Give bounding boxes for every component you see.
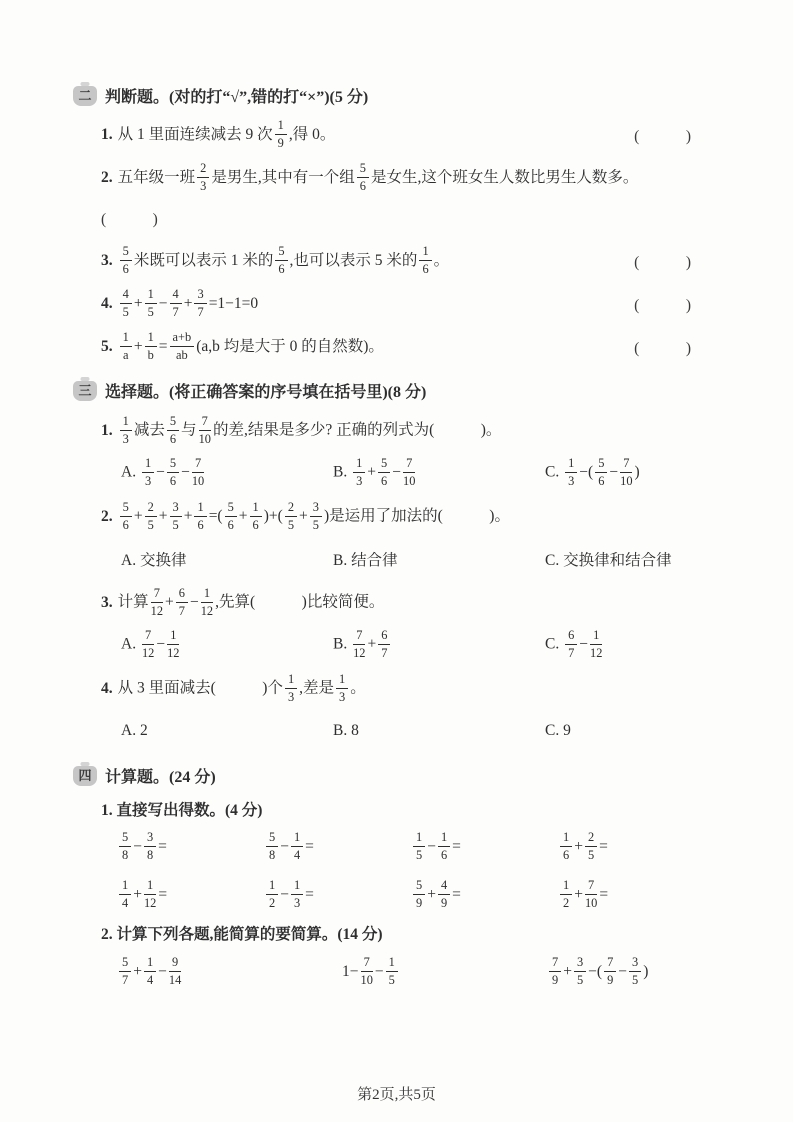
section-calculation-title: 计算题。(24 分) bbox=[105, 769, 216, 786]
fraction: $\frac{5}{6}$ bbox=[167, 415, 179, 445]
calc-expression: $\frac{7}{9}$ + $\frac{3}{5}$ −( $\frac{7}{9}$ − $\frac{3}{5}$ ) bbox=[547, 947, 705, 997]
fraction: $\frac{5}{6}$ bbox=[595, 457, 607, 487]
options-row bbox=[121, 538, 705, 580]
choice-question bbox=[101, 410, 705, 494]
choice-option: C. $\frac{6}{7}$ − $\frac{1}{12}$ bbox=[545, 628, 603, 660]
fraction: $\frac{1}{4}$ bbox=[144, 956, 156, 986]
calc-expression: $\frac{5}{8}$ − $\frac{3}{8}$ = bbox=[117, 823, 264, 871]
fraction: $\frac{5}{6}$ bbox=[275, 245, 287, 275]
fraction: $\frac{5}{6}$ bbox=[120, 245, 132, 275]
fraction: $\frac{1}{12}$ bbox=[143, 878, 157, 910]
calc-subsection-2-title: 2. 计算下列各题,能简算的要简算。(14 分) bbox=[101, 926, 383, 943]
question-number: 1. bbox=[101, 422, 113, 439]
fraction: $\frac{7}{10}$ bbox=[191, 456, 205, 488]
choice-question-row bbox=[101, 410, 705, 452]
fraction: $\frac{5}{9}$ bbox=[413, 879, 425, 909]
fraction: $\frac{5}{6}$ bbox=[378, 457, 390, 487]
fraction: $\frac{3}{5}$ bbox=[310, 501, 322, 531]
calc-expression: $\frac{5}{7}$ + $\frac{1}{4}$ − $\frac{9}{14}$ bbox=[117, 947, 342, 997]
answer-blank-parentheses: ( ) bbox=[634, 128, 691, 145]
section-calculation bbox=[73, 764, 705, 997]
fraction: $\frac{1}{9}$ bbox=[275, 119, 287, 149]
question-number: 5. bbox=[101, 337, 113, 355]
choice-option: A. 2 bbox=[121, 722, 148, 739]
fraction: $\frac{1}{3}$ bbox=[142, 457, 154, 487]
question-math-text: $\frac{1}{a}$ + $\frac{1}{b}$ = $\frac{a+b}{ab}$ (a,b 均是大于 0 的自然数)。 bbox=[118, 338, 384, 355]
fraction: $\frac{2}{5}$ bbox=[145, 501, 157, 531]
fraction: $\frac{5}{7}$ bbox=[119, 956, 131, 986]
fraction: $\frac{5}{6}$ bbox=[120, 501, 132, 531]
fraction: $\frac{1}{6}$ bbox=[250, 501, 262, 531]
fraction: $\frac{6}{7}$ bbox=[176, 587, 188, 617]
question-number: 2. bbox=[101, 508, 113, 525]
section-choice-title: 选择题。(将正确答案的序号填在括号里)(8 分) bbox=[105, 384, 427, 401]
fraction: $\frac{1}{3}$ bbox=[565, 457, 577, 487]
fraction: $\frac{1}{6}$ bbox=[438, 831, 450, 861]
choice-question-row bbox=[101, 668, 705, 710]
question-math-text: 从 3 里面减去( )个 $\frac{1}{3}$ ,差是 $\frac{1}{3}$ 。 bbox=[117, 672, 366, 704]
choice-option: B. 结合律 bbox=[333, 552, 398, 569]
answer-blank-parentheses: ( ) bbox=[634, 340, 691, 357]
fraction: $\frac{1}{3}$ bbox=[353, 457, 365, 487]
fraction: $\frac{1}{b}$ bbox=[145, 331, 157, 361]
question-math-text: 从 1 里面连续减去 9 次 $\frac{1}{9}$ ,得 0。 bbox=[117, 118, 336, 150]
section-choice bbox=[73, 379, 705, 752]
fraction: $\frac{7}{10}$ bbox=[584, 878, 598, 910]
calc-expression: $\frac{1}{2}$ − $\frac{1}{3}$ = bbox=[264, 871, 411, 919]
choice-questions bbox=[101, 410, 705, 752]
section-choice-header bbox=[73, 379, 705, 402]
question-text bbox=[101, 163, 705, 193]
section-judgment-header bbox=[73, 84, 705, 107]
fraction: $\frac{2}{5}$ bbox=[285, 501, 297, 531]
fraction: $\frac{1}{4}$ bbox=[291, 831, 303, 861]
fraction: $\frac{5}{6}$ bbox=[357, 162, 369, 192]
fraction: $\frac{7}{10}$ bbox=[198, 414, 211, 446]
calc-expression: $\frac{1}{2}$ + $\frac{7}{10}$ = bbox=[558, 871, 705, 919]
fraction: $\frac{1}{3}$ bbox=[120, 415, 132, 445]
fraction: $\frac{7}{10}$ bbox=[403, 456, 416, 488]
fraction: $\frac{5}{6}$ bbox=[167, 457, 179, 487]
judgment-question bbox=[101, 115, 705, 155]
question-number: 1. bbox=[101, 125, 113, 143]
simplify-calculation-row bbox=[117, 947, 705, 997]
direct-calculation-grid bbox=[117, 823, 705, 919]
judgment-question bbox=[101, 284, 705, 324]
fraction: $\frac{1}{a}$ bbox=[120, 331, 132, 361]
judgment-question bbox=[101, 327, 705, 367]
fraction: $\frac{1}{5}$ bbox=[145, 288, 157, 318]
judgment-question bbox=[101, 241, 705, 281]
fraction: $\frac{1}{12}$ bbox=[167, 628, 180, 660]
choice-option: B. $\frac{7}{12}$ + $\frac{6}{7}$ bbox=[333, 630, 545, 660]
question-text bbox=[101, 332, 634, 362]
fraction: $\frac{4}{5}$ bbox=[120, 288, 132, 318]
fraction: $\frac{1}{6}$ bbox=[194, 501, 206, 531]
fraction: $\frac{7}{12}$ bbox=[150, 586, 164, 618]
options-row bbox=[121, 624, 705, 666]
question-math-text: $\frac{4}{5}$ + $\frac{1}{5}$ − $\frac{4}{7}$ + $\frac{3}{7}$ =1−1=0 bbox=[118, 295, 259, 312]
answer-blank-parentheses: ( ) bbox=[634, 254, 691, 271]
fraction: $\frac{3}{5}$ bbox=[574, 956, 586, 986]
calc-expression: $\frac{1}{4}$ + $\frac{1}{12}$ = bbox=[117, 871, 264, 919]
question-number: 4. bbox=[101, 680, 113, 697]
calculation-body bbox=[101, 795, 705, 997]
fraction: $\frac{1}{3}$ bbox=[336, 673, 348, 703]
question-math-text: $\frac{5}{6}$ + $\frac{2}{5}$ + $\frac{3}{5}$ + $\frac{1}{6}$ =( $\frac{5}{6}$ + $\frac{1}{6}$ )+( $\frac{2}{5}$ + $\frac{3}{5}$ )是运用了加法的( )。 bbox=[118, 502, 510, 532]
section-number-badge-2: 二 bbox=[73, 86, 97, 106]
fraction: $\frac{7}{9}$ bbox=[604, 956, 616, 986]
fraction: $\frac{7}{12}$ bbox=[141, 628, 155, 660]
choice-question-row bbox=[101, 496, 705, 538]
question-math-text: $\frac{5}{6}$ 米既可以表示 1 米的 $\frac{5}{6}$ ,也可以表示 5 米的 $\frac{1}{6}$ 。 bbox=[118, 252, 450, 269]
fraction: $\frac{2}{5}$ bbox=[585, 831, 597, 861]
question-math-text: $\frac{1}{3}$ 减去 $\frac{5}{6}$ 与 $\frac{7}{10}$ 的差,结果是多少? 正确的列式为( )。 bbox=[118, 416, 502, 446]
section-number-badge-4: 四 bbox=[73, 766, 97, 786]
fraction: $\frac{1}{12}$ bbox=[200, 586, 214, 618]
question-math-text: 五年级一班 $\frac{2}{3}$ 是男生,其中有一个组 $\frac{5}{6}$ 是女生,这个班女生人数比男生人数多。 bbox=[117, 161, 639, 193]
choice-option: A. 交换律 bbox=[121, 552, 187, 569]
fraction: $\frac{4}{7}$ bbox=[170, 288, 182, 318]
fraction: $\frac{3}{7}$ bbox=[194, 288, 206, 318]
calc-expression: $\frac{5}{9}$ + $\frac{4}{9}$ = bbox=[411, 871, 558, 919]
calc-expression: $\frac{5}{8}$ − $\frac{1}{4}$ = bbox=[264, 823, 411, 871]
calc-expression: 1− $\frac{7}{10}$ − $\frac{1}{5}$ bbox=[342, 947, 547, 997]
choice-question-row bbox=[101, 582, 705, 624]
question-number: 3. bbox=[101, 251, 113, 269]
fraction: $\frac{5}{8}$ bbox=[119, 831, 131, 861]
fraction: $\frac{4}{9}$ bbox=[438, 879, 450, 909]
question-text bbox=[101, 246, 634, 276]
fraction: $\frac{3}{8}$ bbox=[144, 831, 156, 861]
section-judgment-title: 判断题。(对的打“√”,错的打“×”)(5 分) bbox=[105, 89, 369, 106]
fraction: $\frac{3}{5}$ bbox=[170, 501, 182, 531]
choice-option: C. 9 bbox=[545, 722, 571, 739]
choice-option: C. 交换律和结合律 bbox=[545, 552, 672, 569]
fraction: $\frac{5}{8}$ bbox=[266, 831, 278, 861]
fraction: $\frac{1}{6}$ bbox=[560, 831, 572, 861]
fraction: $\frac{1}{12}$ bbox=[590, 628, 603, 660]
fraction: $\frac{1}{6}$ bbox=[419, 245, 431, 275]
fraction: $\frac{7}{10}$ bbox=[360, 955, 373, 987]
fraction: $\frac{7}{10}$ bbox=[620, 456, 633, 488]
fraction: $\frac{6}{7}$ bbox=[378, 629, 390, 659]
question-text bbox=[101, 289, 634, 319]
choice-option: C. $\frac{1}{3}$ −( $\frac{5}{6}$ − $\frac{7}{10}$ ) bbox=[545, 456, 640, 488]
fraction: $\frac{1}{2}$ bbox=[266, 879, 278, 909]
fraction: $\frac{9}{14}$ bbox=[168, 955, 182, 987]
fraction: $\frac{7}{12}$ bbox=[353, 628, 366, 660]
question-number: 2. bbox=[101, 168, 113, 186]
options-row bbox=[121, 452, 705, 494]
section-judgment bbox=[73, 84, 705, 367]
choice-question bbox=[101, 496, 705, 580]
judgment-question-row bbox=[101, 327, 705, 367]
answer-blank-parentheses: ( ) bbox=[101, 211, 158, 228]
page-number-footer: 第2页,共5页 bbox=[357, 1087, 436, 1103]
fraction: $\frac{1}{3}$ bbox=[285, 673, 297, 703]
question-number: 4. bbox=[101, 294, 113, 312]
judgment-questions bbox=[101, 115, 705, 367]
fraction: $\frac{1}{2}$ bbox=[560, 879, 572, 909]
calc-subsection-1-title: 1. 直接写出得数。(4 分) bbox=[101, 802, 263, 819]
judgment-question bbox=[101, 158, 705, 238]
calc-expression: $\frac{1}{5}$ − $\frac{1}{6}$ = bbox=[411, 823, 558, 871]
fraction: $\frac{a+b}{ab}$ bbox=[170, 331, 195, 361]
fraction: $\frac{5}{6}$ bbox=[225, 501, 237, 531]
fraction: $\frac{1}{3}$ bbox=[291, 879, 303, 909]
fraction: $\frac{7}{9}$ bbox=[549, 956, 561, 986]
choice-option: A. $\frac{1}{3}$ − $\frac{5}{6}$ − $\frac{7}{10}$ bbox=[121, 456, 205, 488]
fraction: $\frac{1}{5}$ bbox=[413, 831, 425, 861]
section-number-badge-3: 三 bbox=[73, 381, 97, 401]
fraction: $\frac{2}{3}$ bbox=[197, 162, 209, 192]
fraction: $\frac{1}{5}$ bbox=[386, 956, 398, 986]
judgment-question-row bbox=[101, 284, 705, 324]
choice-option: A. $\frac{7}{12}$ − $\frac{1}{12}$ bbox=[121, 628, 180, 660]
choice-option: B. $\frac{1}{3}$ + $\frac{5}{6}$ − $\frac{7}{10}$ bbox=[333, 456, 416, 488]
question-number: 3. bbox=[101, 594, 113, 611]
judgment-question-row bbox=[101, 241, 705, 281]
choice-option: B. 8 bbox=[333, 722, 359, 739]
question-math-text: 计算 $\frac{7}{12}$ + $\frac{6}{7}$ − $\frac{1}{12}$ ,先算( )比较简便。 bbox=[117, 586, 385, 618]
answer-blank-row bbox=[101, 198, 705, 238]
question-text bbox=[101, 120, 634, 150]
options-row bbox=[121, 710, 705, 752]
fraction: $\frac{6}{7}$ bbox=[565, 629, 577, 659]
choice-question bbox=[101, 668, 705, 752]
choice-question bbox=[101, 582, 705, 666]
judgment-question-row bbox=[101, 115, 705, 155]
answer-blank-parentheses: ( ) bbox=[634, 297, 691, 314]
section-calculation-header bbox=[73, 764, 705, 787]
fraction: $\frac{3}{5}$ bbox=[629, 956, 641, 986]
judgment-question-row bbox=[101, 158, 705, 198]
fraction: $\frac{1}{4}$ bbox=[119, 879, 131, 909]
worksheet-page bbox=[73, 84, 705, 1009]
calc-expression: $\frac{1}{6}$ + $\frac{2}{5}$ = bbox=[558, 823, 705, 871]
